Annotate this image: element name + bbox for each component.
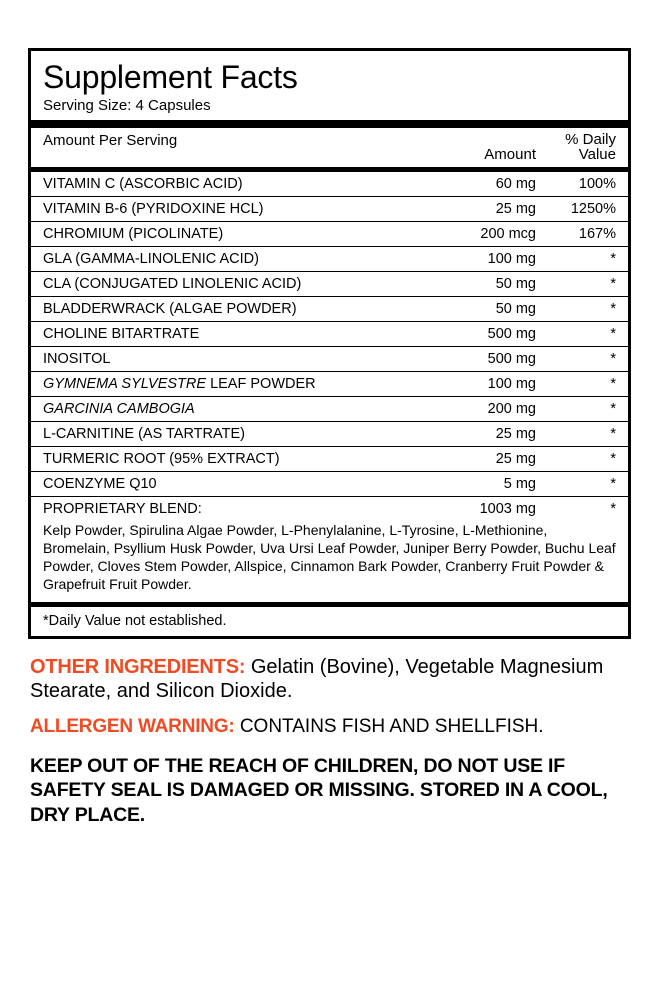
nutrient-name-plain: LEAF POWDER <box>206 376 316 393</box>
supplement-facts-panel <box>28 48 631 639</box>
table-row <box>31 447 628 472</box>
nutrients-table-body <box>31 172 628 521</box>
header-amount-per-serving: Amount Per Serving <box>43 131 178 149</box>
nutrient-name-italic: GYMNEMA SYLVESTRE <box>43 376 207 393</box>
table-row <box>31 397 628 422</box>
nutrient-amount: 5 mg <box>440 472 542 497</box>
other-ingredients <box>30 655 629 704</box>
nutrient-amount: 500 mg <box>440 347 542 372</box>
blend-name: PROPRIETARY BLEND: <box>31 497 440 522</box>
daily-value-footnote: *Daily Value not established. <box>43 612 227 629</box>
table-row <box>31 322 628 347</box>
nutrient-daily-value: 100% <box>578 176 616 193</box>
keep-out-of-reach-warning: KEEP OUT OF THE REACH OF CHILDREN, DO NOT USE IF SAFETY SEAL IS DAMAGED OR MISSING. STORED IN A COOL, DRY PLACE. <box>30 755 608 826</box>
nutrient-amount: 200 mcg <box>440 222 542 247</box>
nutrient-amount: 500 mg <box>440 322 542 347</box>
blend-amount: 1003 mg <box>440 497 542 522</box>
table-row <box>31 422 628 447</box>
nutrient-name: COENZYME Q10 <box>31 472 440 497</box>
nutrient-amount: 60 mg <box>495 176 536 193</box>
nutrient-daily-value: * <box>542 347 628 372</box>
table-row <box>31 197 628 222</box>
header-amount: Amount <box>484 146 536 164</box>
table-row <box>31 172 628 197</box>
nutrient-name: L-CARNITINE (AS TARTRATE) <box>31 422 440 447</box>
nutrient-daily-value: * <box>542 272 628 297</box>
facts-table-body <box>31 128 628 168</box>
nutrient-name: BLADDERWRACK (ALGAE POWDER) <box>31 297 440 322</box>
nutrient-daily-value: * <box>542 372 628 397</box>
nutrient-daily-value: * <box>542 472 628 497</box>
nutrients-table <box>31 172 628 521</box>
nutrient-amount: 25 mg <box>440 422 542 447</box>
other-ingredients-label: OTHER INGREDIENTS: <box>30 655 246 678</box>
nutrient-daily-value: * <box>542 322 628 347</box>
nutrient-amount: 200 mg <box>440 397 542 422</box>
table-row <box>31 247 628 272</box>
nutrient-daily-value: * <box>542 422 628 447</box>
serving-size: Serving Size: 4 Capsules <box>43 96 211 114</box>
allergen-warning-text: CONTAINS FISH AND SHELLFISH. <box>234 715 544 737</box>
nutrient-amount: 25 mg <box>440 197 542 222</box>
nutrient-name: GLA (GAMMA-LINOLENIC ACID) <box>31 247 440 272</box>
nutrient-name <box>31 397 440 422</box>
nutrient-name <box>31 372 440 397</box>
nutrient-amount: 25 mg <box>440 447 542 472</box>
panel-title: Supplement Facts <box>43 59 298 95</box>
label-footer <box>28 639 631 827</box>
header-daily-value <box>542 128 628 168</box>
nutrient-daily-value: * <box>542 397 628 422</box>
nutrient-name: VITAMIN B-6 (PYRIDOXINE HCL) <box>31 197 440 222</box>
nutrient-daily-value: 1250% <box>542 197 628 222</box>
table-row <box>31 272 628 297</box>
nutrient-name: VITAMIN C (ASCORBIC ACID) <box>43 176 243 193</box>
blend-ingredients: Kelp Powder, Spirulina Algae Powder, L-Phenylalanine, L-Tyrosine, L-Methionine, Bromelain, Psyllium Husk Powder, Uva Ursi Leaf Powder, Juniper Berry Powder, Buchu Leaf Powder, Cloves Stem Powder, Allspice, Cinnamon Bark Powder, Cranberry Fruit Powder & Grapefruit Fruit Powder. <box>43 522 616 592</box>
nutrient-daily-value: 167% <box>542 222 628 247</box>
proprietary-blend-row <box>31 497 628 522</box>
nutrient-name: CLA (CONJUGATED LINOLENIC ACID) <box>31 272 440 297</box>
table-row <box>31 222 628 247</box>
table-header-row <box>31 128 628 168</box>
other-ingredients-text: Gelatin (Bovine), Vegetable Magnesium Stearate, and Silicon Dioxide. <box>30 655 604 703</box>
nutrient-name: TURMERIC ROOT (95% EXTRACT) <box>31 447 440 472</box>
divider-thick-top <box>31 120 628 128</box>
nutrient-name: CHOLINE BITARTRATE <box>31 322 440 347</box>
table-row <box>31 297 628 322</box>
header-daily-value-line2: Value <box>578 146 616 164</box>
header-daily-value-line1: % Daily <box>565 130 616 148</box>
allergen-warning <box>30 716 629 739</box>
nutrient-daily-value: * <box>542 247 628 272</box>
nutrient-amount: 50 mg <box>440 272 542 297</box>
nutrient-daily-value: * <box>542 447 628 472</box>
facts-table <box>31 128 628 168</box>
table-row <box>31 347 628 372</box>
table-row <box>31 472 628 497</box>
nutrient-daily-value: * <box>542 297 628 322</box>
nutrient-name: INOSITOL <box>31 347 440 372</box>
table-row <box>31 372 628 397</box>
nutrient-name: CHROMIUM (PICOLINATE) <box>31 222 440 247</box>
nutrient-amount: 100 mg <box>440 372 542 397</box>
nutrient-amount: 100 mg <box>440 247 542 272</box>
nutrient-name-italic: GARCINIA CAMBOGIA <box>43 401 195 418</box>
allergen-warning-label: ALLERGEN WARNING: <box>30 715 235 737</box>
nutrient-amount: 50 mg <box>440 297 542 322</box>
blend-daily-value: * <box>542 497 628 522</box>
